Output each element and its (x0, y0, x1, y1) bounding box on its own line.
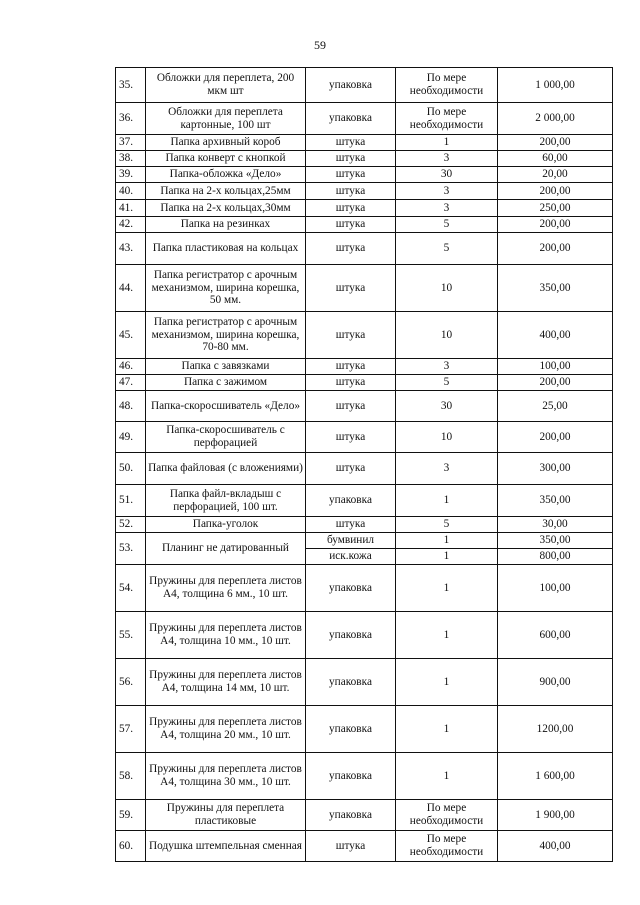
table-row (116, 533, 613, 549)
item-price: 100,00 (498, 359, 613, 375)
item-unit: упаковка (306, 612, 396, 659)
item-name: Папка регистратор с арочным механизмом, ширина корешка, 70-80 мм. (146, 312, 306, 359)
table-row (116, 183, 613, 200)
page-number: 59 (314, 38, 326, 52)
item-quantity: 1 (396, 533, 498, 549)
item-quantity: 1 (396, 706, 498, 753)
item-quantity: 3 (396, 453, 498, 485)
item-price: 25,00 (498, 391, 613, 422)
row-number: 53. (116, 533, 146, 565)
table-row (116, 359, 613, 375)
table-row (116, 217, 613, 233)
item-price: 350,00 (498, 533, 613, 549)
item-unit: штука (306, 217, 396, 233)
row-number: 49. (116, 422, 146, 453)
item-price: 1 600,00 (498, 753, 613, 800)
table-row (116, 659, 613, 706)
item-unit: упаковка (306, 565, 396, 612)
table-row (116, 753, 613, 800)
item-price: 200,00 (498, 135, 613, 151)
item-name: Папка файловая (с вложениями) (146, 453, 306, 485)
item-unit: иск.кожа (306, 549, 396, 565)
row-number: 41. (116, 200, 146, 217)
item-name: Пружины для переплета листов А4, толщина 14 мм, 10 шт. (146, 659, 306, 706)
item-unit: штука (306, 359, 396, 375)
item-quantity: 3 (396, 151, 498, 167)
item-price: 400,00 (498, 312, 613, 359)
item-unit: штука (306, 517, 396, 533)
item-quantity: 10 (396, 422, 498, 453)
table-row (116, 265, 613, 312)
item-quantity: 5 (396, 517, 498, 533)
item-quantity: 5 (396, 217, 498, 233)
item-unit: упаковка (306, 485, 396, 517)
row-number: 47. (116, 375, 146, 391)
item-unit: упаковка (306, 68, 396, 103)
table-row (116, 103, 613, 135)
table-row (116, 612, 613, 659)
item-quantity: 1 (396, 565, 498, 612)
item-price: 300,00 (498, 453, 613, 485)
item-unit: штука (306, 151, 396, 167)
row-number: 56. (116, 659, 146, 706)
item-name: Папка на 2-х кольцах,25мм (146, 183, 306, 200)
item-name: Пружины для переплета листов А4, толщина 30 мм., 10 шт. (146, 753, 306, 800)
item-name: Подушка штемпельная сменная (146, 831, 306, 862)
item-quantity: 1 (396, 549, 498, 565)
item-name: Папка-уголок (146, 517, 306, 533)
row-number: 59. (116, 800, 146, 831)
item-price: 350,00 (498, 485, 613, 517)
row-number: 55. (116, 612, 146, 659)
item-price: 200,00 (498, 217, 613, 233)
item-unit: штука (306, 200, 396, 217)
item-quantity: 30 (396, 167, 498, 183)
item-name: Папка конверт с кнопкой (146, 151, 306, 167)
table-row (116, 68, 613, 103)
row-number: 35. (116, 68, 146, 103)
item-price: 2 000,00 (498, 103, 613, 135)
row-number: 45. (116, 312, 146, 359)
table-row (116, 706, 613, 753)
item-quantity: 1 (396, 485, 498, 517)
item-price: 250,00 (498, 200, 613, 217)
item-name: Обложки для переплета картонные, 100 шт (146, 103, 306, 135)
row-number: 43. (116, 233, 146, 265)
item-quantity: 10 (396, 265, 498, 312)
table-row (116, 422, 613, 453)
item-unit: штука (306, 391, 396, 422)
item-unit: штука (306, 265, 396, 312)
item-name: Пружины для переплета листов А4, толщина 6 мм., 10 шт. (146, 565, 306, 612)
row-number: 36. (116, 103, 146, 135)
table-row (116, 135, 613, 151)
item-quantity: 5 (396, 233, 498, 265)
item-name: Пружины для переплета листов А4, толщина 20 мм., 10 шт. (146, 706, 306, 753)
item-quantity: 5 (396, 375, 498, 391)
item-price: 600,00 (498, 612, 613, 659)
item-name: Пружины для переплета листов А4, толщина 10 мм., 10 шт. (146, 612, 306, 659)
table-row (116, 517, 613, 533)
row-number: 58. (116, 753, 146, 800)
table-row (116, 831, 613, 862)
item-quantity: 30 (396, 391, 498, 422)
row-number: 38. (116, 151, 146, 167)
item-unit: упаковка (306, 753, 396, 800)
item-price: 100,00 (498, 565, 613, 612)
item-price: 900,00 (498, 659, 613, 706)
item-quantity: 1 (396, 753, 498, 800)
item-name: Папка на 2-х кольцах,30мм (146, 200, 306, 217)
item-name: Папка на резинках (146, 217, 306, 233)
table-row (116, 391, 613, 422)
item-quantity: 1 (396, 135, 498, 151)
item-unit: штука (306, 233, 396, 265)
item-name: Папка с зажимом (146, 375, 306, 391)
item-unit: штука (306, 135, 396, 151)
item-quantity: По мере необходимости (396, 831, 498, 862)
item-unit: упаковка (306, 800, 396, 831)
item-quantity: По мере необходимости (396, 103, 498, 135)
item-price: 400,00 (498, 831, 613, 862)
item-name: Обложки для переплета, 200 мкм шт (146, 68, 306, 103)
item-price: 60,00 (498, 151, 613, 167)
item-unit: штука (306, 375, 396, 391)
table-row (116, 151, 613, 167)
item-name: Пружины для переплета пластиковые (146, 800, 306, 831)
row-number: 46. (116, 359, 146, 375)
item-price: 350,00 (498, 265, 613, 312)
item-price: 1200,00 (498, 706, 613, 753)
table-row (116, 485, 613, 517)
item-quantity: По мере необходимости (396, 68, 498, 103)
row-number: 60. (116, 831, 146, 862)
row-number: 39. (116, 167, 146, 183)
item-name: Папка регистратор с арочным механизмом, ширина корешка, 50 мм. (146, 265, 306, 312)
item-name: Папка архивный короб (146, 135, 306, 151)
item-price: 200,00 (498, 375, 613, 391)
item-name: Папка-скоросшиватель «Дело» (146, 391, 306, 422)
item-price: 200,00 (498, 183, 613, 200)
table-row (116, 200, 613, 217)
table-row (116, 233, 613, 265)
item-unit: штука (306, 167, 396, 183)
item-price: 1 000,00 (498, 68, 613, 103)
item-name: Папка пластиковая на кольцах (146, 233, 306, 265)
item-quantity: 3 (396, 183, 498, 200)
item-price: 800,00 (498, 549, 613, 565)
item-quantity: 1 (396, 612, 498, 659)
table-row (116, 375, 613, 391)
row-number: 52. (116, 517, 146, 533)
item-unit: штука (306, 183, 396, 200)
item-quantity: 3 (396, 200, 498, 217)
row-number: 57. (116, 706, 146, 753)
items-table (115, 67, 613, 862)
item-price: 1 900,00 (498, 800, 613, 831)
item-unit: бумвинил (306, 533, 396, 549)
table-row (116, 453, 613, 485)
table-row (116, 312, 613, 359)
item-quantity: По мере необходимости (396, 800, 498, 831)
item-unit: упаковка (306, 706, 396, 753)
row-number: 40. (116, 183, 146, 200)
row-number: 54. (116, 565, 146, 612)
row-number: 42. (116, 217, 146, 233)
item-unit: штука (306, 312, 396, 359)
table-row (116, 800, 613, 831)
item-name: Папка файл-вкладыш с перфорацией, 100 шт. (146, 485, 306, 517)
item-name: Папка-обложка «Дело» (146, 167, 306, 183)
row-number: 50. (116, 453, 146, 485)
item-price: 20,00 (498, 167, 613, 183)
item-price: 200,00 (498, 422, 613, 453)
item-unit: штука (306, 422, 396, 453)
row-number: 44. (116, 265, 146, 312)
item-unit: штука (306, 831, 396, 862)
row-number: 51. (116, 485, 146, 517)
item-unit: штука (306, 453, 396, 485)
item-name: Планинг не датированный (146, 533, 306, 565)
item-name: Папка-скоросшиватель с перфорацией (146, 422, 306, 453)
table-row (116, 167, 613, 183)
item-price: 200,00 (498, 233, 613, 265)
row-number: 37. (116, 135, 146, 151)
item-unit: упаковка (306, 659, 396, 706)
row-number: 48. (116, 391, 146, 422)
item-quantity: 10 (396, 312, 498, 359)
item-price: 30,00 (498, 517, 613, 533)
table-row (116, 565, 613, 612)
item-quantity: 1 (396, 659, 498, 706)
items-table-body (116, 68, 613, 862)
item-name: Папка с завязками (146, 359, 306, 375)
item-quantity: 3 (396, 359, 498, 375)
item-unit: упаковка (306, 103, 396, 135)
